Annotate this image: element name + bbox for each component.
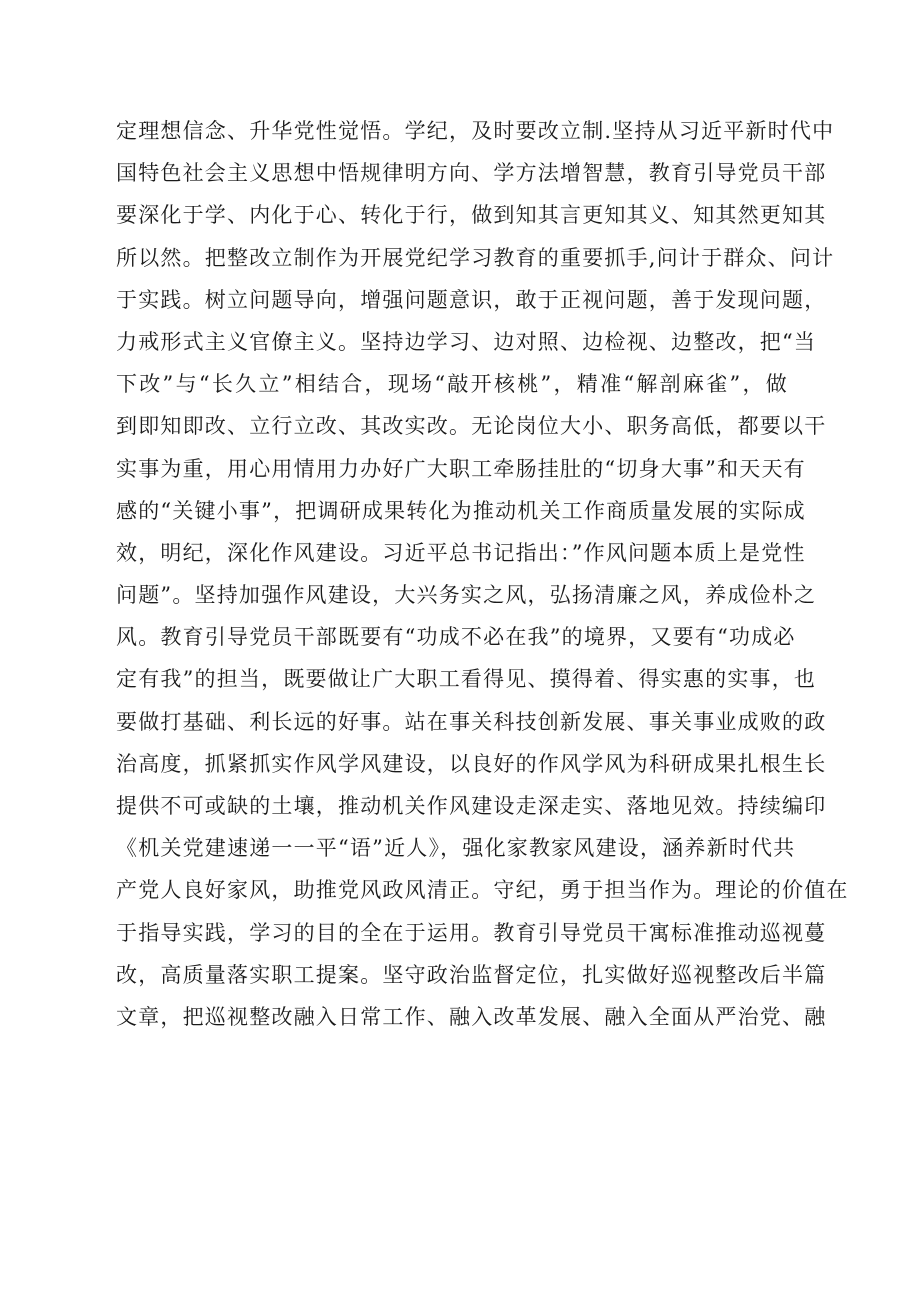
text-line: 于指导实践，学习的目的全在于运用。教育引导党员干寓标准推动巡视蔓 <box>116 920 827 945</box>
text-line: 问题”。坚持加强作风建设，大兴务实之风，弘扬清廉之风，养成俭朴之 <box>116 583 817 608</box>
text-line: 要做打基础、利长远的好事。站在事关科技创新发展、事关事业成败的政 <box>116 709 827 734</box>
text-line: 国特色社会主义思想中悟规律明方向、学方法增智慧，教育引导党员干部 <box>116 161 827 186</box>
text-line: 要深化于学、内化于心、转化于行，做到知其言更知其义、知其然更知其 <box>116 203 827 228</box>
text-line: 治高度，抓紧抓实作风学风建设，以良好的作风学风为科研成果扎根生长 <box>116 751 827 776</box>
text-line: 实事为重，用心用情用力办好广大职工牵肠挂肚的“切身大事”和天天有 <box>116 456 806 481</box>
text-line: 感的“关键小事”，把调研成果转化为推动机关工作商质量发展的实际成 <box>116 498 806 523</box>
text-line: 《机关党建速递一一平“语”近人》，强化家教家风建设，涵养新时代共 <box>116 836 796 861</box>
text-line: 产党人良好家风，助推党风政风清正。守纪，勇于担当作为。理论的价值在 <box>116 878 849 903</box>
text-line: 下改”与“长久立”相结合，现场“敲开核桃”，精准“解剖麻雀”，做 <box>116 372 788 397</box>
text-line: 定理想信念、升华党性觉悟。学纪，及时要改立制.坚持从习近平新时代中 <box>116 119 835 143</box>
text-line: 文章，把巡视整改融入日常工作、融入改革发展、融入全面从严治党、融 <box>116 1004 827 1029</box>
text-line: 于实践。树立问题导向，增强问题意识，敢于正视问题，善于发现问题， <box>116 287 827 312</box>
text-line: 到即知即改、立行立改、其改实改。无论岗位大小、职务高低，都要以干 <box>116 414 827 439</box>
text-line: 效，明纪，深化作风建设。习近平总书记指出：”作风问题本质上是党性 <box>116 540 806 565</box>
text-line: 提供不可或缺的土壤，推动机关作风建设走深走实、落地见效。持续编印 <box>116 794 827 818</box>
text-line: 定有我”的担当，既要做让广大职工看得见、摸得着、得实惠的实事，也 <box>116 667 817 692</box>
text-line: 风。教育引导党员干部既要有“功成不必在我”的境界，又要有“功成必 <box>116 625 796 650</box>
text-line: 改，高质量落实职工提案。坚守政治监督定位，扎实做好巡视整改后半篇 <box>116 962 827 987</box>
text-line: 所以然。把整改立制作为开展党纪学习教育的重要抓手,问计于群众、问计 <box>116 245 835 270</box>
text-line: 力戒形式主义官僚主义。坚持边学习、边对照、边检视、边整改，把“当 <box>116 329 817 354</box>
body-text <box>116 110 849 1038</box>
